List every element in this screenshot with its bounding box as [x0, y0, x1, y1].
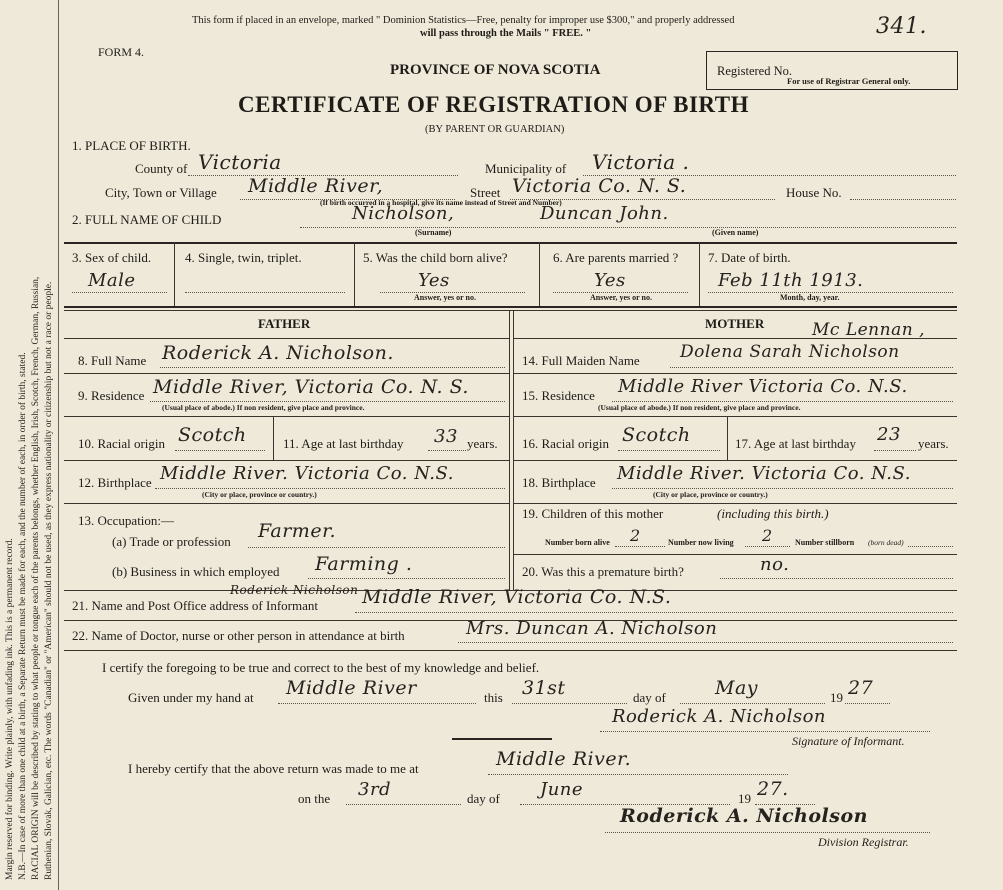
- birth-date-label: 7. Date of birth.: [708, 250, 791, 265]
- this-label: this: [484, 690, 503, 705]
- born-alive-count-label: Number born alive: [545, 538, 610, 547]
- business-label: (b) Business in which employed: [112, 564, 280, 579]
- registration-month: June: [540, 779, 584, 800]
- hospital-note: (If birth occurred in a hospital, give its name instead of Street and Number): [320, 198, 562, 207]
- year-prefix: 19: [830, 690, 843, 705]
- born-alive-label: 5. Was the child born alive?: [363, 250, 508, 265]
- given-place-value: Middle River: [286, 677, 417, 699]
- father-name-label: 8. Full Name: [78, 353, 147, 368]
- birth-date-value: Feb 11th 1913.: [718, 270, 864, 291]
- father-name-value: Roderick A. Nicholson.: [162, 342, 394, 364]
- margin-divider: [58, 0, 59, 890]
- given-under-label: Given under my hand at: [128, 690, 254, 705]
- business-value: Farming .: [315, 553, 413, 575]
- mother-racial-label: 16. Racial origin: [522, 436, 610, 451]
- children-note: (including this birth.): [717, 506, 829, 521]
- mother-name-value: Dolena Sarah Nicholson: [680, 342, 900, 362]
- city-label: City, Town or Village: [105, 185, 217, 200]
- child-surname: Nicholson,: [352, 203, 455, 224]
- parents-married-caption: Answer, yes or no.: [590, 293, 653, 302]
- father-age-value: 33: [434, 426, 458, 447]
- mother-residence-label: 15. Residence: [522, 388, 595, 403]
- mother-residence-value: Middle River Victoria Co. N.S.: [618, 376, 908, 397]
- day-value: 31st: [522, 677, 566, 699]
- city-value: Middle River,: [248, 175, 384, 197]
- father-residence-value: Middle River, Victoria Co. N. S.: [153, 376, 469, 398]
- postal-notice-2: will pass through the Mails " FREE. ": [420, 28, 592, 39]
- informant-signature: Roderick A. Nicholson: [612, 706, 827, 727]
- margin-line-4: Ruthenian, Slovak, Galician, etc. The words "Canadian" or "American" should not be used, as they express nationality or citizenship but not a race or people.: [44, 281, 54, 880]
- father-residence-label: 9. Residence: [78, 388, 145, 403]
- mother-racial-value: Scotch: [622, 424, 691, 446]
- mother-residence-caption: (Usual place of abode.) If non resident, give place and province.: [598, 403, 801, 412]
- county-label: County of: [135, 161, 188, 176]
- given-caption: (Given name): [712, 228, 759, 237]
- birth-date-caption: Month, day, year.: [780, 293, 840, 302]
- born-alive-caption: Answer, yes or no.: [414, 293, 477, 302]
- surname-caption: (Surname): [415, 228, 452, 237]
- mother-age-value: 23: [877, 424, 901, 445]
- father-birthplace-value: Middle River. Victoria Co. N.S.: [160, 463, 454, 484]
- multiplicity-label: 4. Single, twin, triplet.: [185, 250, 302, 265]
- registrar-signature: Roderick A. Nicholson: [620, 805, 868, 827]
- postal-notice-1: This form if placed in an envelope, marked " Dominion Statistics—Free, penalty for improper use $300," and properly addressed: [192, 15, 735, 26]
- place-of-birth-heading: 1. PLACE OF BIRTH.: [72, 138, 191, 153]
- on-the-label: on the: [298, 791, 331, 806]
- registrar-place-value: Middle River.: [496, 748, 632, 770]
- father-birthplace-caption: (City or place, province or country.): [202, 490, 317, 499]
- born-alive-value: Yes: [418, 270, 450, 291]
- informant-label: 21. Name and Post Office address of Informant: [72, 598, 318, 613]
- father-racial-label: 10. Racial origin: [78, 436, 166, 451]
- premature-value: no.: [760, 554, 790, 575]
- margin-line-2: N.B.—In case of more than one child at a birth, a Separate Return must be made for each, and the number of each, in order of birth, stated.: [18, 352, 28, 880]
- now-living-count: 2: [762, 526, 773, 545]
- stillborn-note: (born dead): [868, 538, 904, 547]
- registrar-note: For use of Registrar General only.: [787, 76, 911, 86]
- informant-name-above: Roderick Nicholson: [230, 583, 359, 597]
- registrar-caption: Division Registrar.: [818, 835, 909, 849]
- informant-address: Middle River, Victoria Co. N.S.: [362, 586, 672, 608]
- year-value: 27: [848, 677, 874, 699]
- mother-heading: MOTHER: [705, 316, 765, 331]
- mother-name-label: 14. Full Maiden Name: [522, 353, 640, 368]
- children-label: 19. Children of this mother: [522, 506, 664, 521]
- sex-label: 3. Sex of child.: [72, 250, 152, 265]
- street-label: Street: [470, 185, 501, 200]
- father-racial-value: Scotch: [178, 424, 247, 446]
- informant-signature-caption: Signature of Informant.: [792, 734, 905, 748]
- registration-year: 27.: [757, 778, 789, 800]
- registered-label: Registered No.: [717, 64, 792, 78]
- father-years-label: years.: [467, 436, 498, 451]
- father-birthplace-label: 12. Birthplace: [78, 475, 152, 490]
- municipality-value: Victoria .: [592, 150, 690, 174]
- year-prefix-2: 19: [738, 791, 751, 806]
- parents-married-value: Yes: [594, 270, 626, 291]
- municipality-label: Municipality of: [485, 161, 567, 176]
- father-residence-caption: (Usual place of abode.) If non resident, give place and province.: [162, 403, 365, 412]
- province-heading: PROVINCE OF NOVA SCOTIA: [390, 62, 601, 78]
- trade-value: Farmer.: [258, 520, 337, 542]
- street-value: Victoria Co. N. S.: [512, 175, 687, 197]
- doctor-name: Mrs. Duncan A. Nicholson: [466, 618, 718, 639]
- day-of-label-2: day of: [467, 791, 500, 806]
- child-name-label: 2. FULL NAME OF CHILD: [72, 212, 222, 227]
- mother-birthplace-caption: (City or place, province or country.): [653, 490, 768, 499]
- mother-birthplace-value: Middle River. Victoria Co. N.S.: [617, 463, 911, 484]
- form-number: FORM 4.: [98, 45, 145, 59]
- margin-line-1: Margin reserved for binding. Write plainly, with unfading ink. This is a permanent record.: [5, 538, 15, 880]
- mother-years-label: years.: [918, 436, 949, 451]
- margin-line-3: RACIAL ORIGIN will be described by stating to what people or tongue each of the parents belongs, whether English, Irish, Scotch, French, German, Russian,: [31, 276, 41, 880]
- now-living-label: Number now living: [668, 538, 734, 547]
- county-value: Victoria: [198, 150, 282, 174]
- house-no-label: House No.: [786, 185, 842, 200]
- certify-statement: I certify the foregoing to be true and correct to the best of my knowledge and belief.: [102, 660, 540, 675]
- month-value: May: [715, 677, 759, 699]
- parents-married-label: 6. Are parents married ?: [553, 250, 679, 265]
- doctor-label: 22. Name of Doctor, nurse or other person in attendance at birth: [72, 628, 405, 643]
- born-alive-count: 2: [630, 526, 641, 545]
- sex-value: Male: [88, 270, 136, 291]
- registered-number-box: [706, 51, 958, 90]
- mother-age-label: 17. Age at last birthday: [735, 436, 856, 451]
- registrar-certify-label: I hereby certify that the above return was made to me at: [128, 761, 419, 776]
- stillborn-label: Number stillborn: [795, 538, 855, 547]
- occupation-label: 13. Occupation:—: [78, 513, 175, 528]
- day-of-label: day of: [633, 690, 666, 705]
- registration-day: 3rd: [358, 779, 392, 800]
- premature-label: 20. Was this a premature birth?: [522, 564, 684, 579]
- child-given-name: Duncan John.: [540, 203, 669, 224]
- father-age-label: 11. Age at last birthday: [283, 436, 404, 451]
- margin-instructions: [4, 0, 60, 880]
- mother-maiden-extra: Mc Lennan ,: [812, 320, 925, 340]
- trade-label: (a) Trade or profession: [112, 534, 231, 549]
- father-heading: FATHER: [258, 316, 311, 331]
- mother-birthplace-label: 18. Birthplace: [522, 475, 596, 490]
- page-title: CERTIFICATE OF REGISTRATION OF BIRTH: [238, 92, 749, 117]
- certificate-number: 341.: [876, 14, 927, 39]
- page-subtitle: (BY PARENT OR GUARDIAN): [425, 124, 565, 135]
